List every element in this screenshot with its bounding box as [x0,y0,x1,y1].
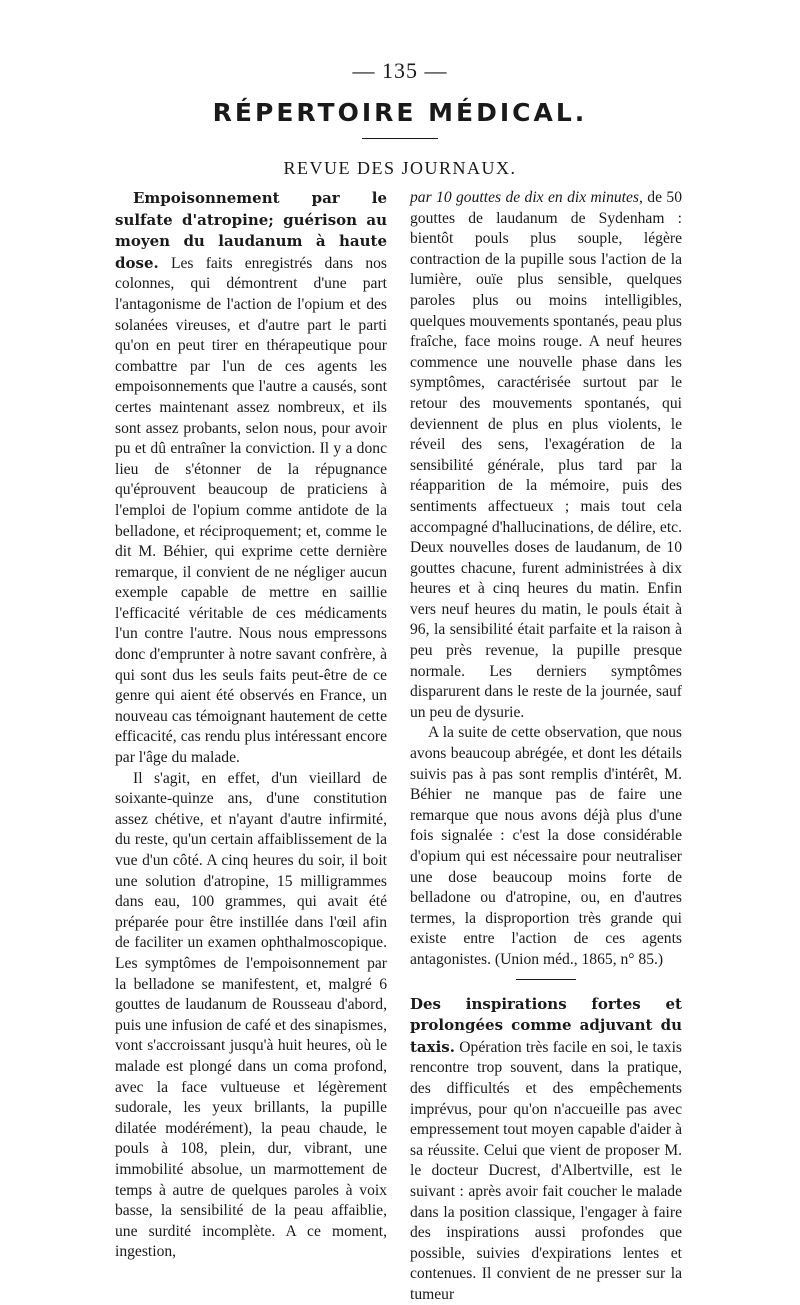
article1-para1-text: Les faits enregistrés dans nos colonnes, qui démontrent d'une part l'antagonisme de l'action de l'opium et des solanées vireuses, et d'autre part le parti qu'on en peut tirer en thérapeutique pour combattre par l'un de ces agents les empoisonnements que l'autre a causés, sont certes maintenant assez nombreux, et ils sont assez probants, selon nous, pour avoir pu et dû entraîner la conviction. Il y a donc lieu de s'étonner de la répugnance qu'éprouvent beaucoup de praticiens à l'emploi de l'opium comme antidote de la belladone, et réciproquement; et, comme le dit M. Béhier, qui exprime cette dernière remarque, il convient de ne négliger aucun exemple capable de mettre en saillie l'efficacité véritable de ces médicaments l'un contre l'autre. Nous nous empressons donc d'emprunter à notre savant confrère, à qui sont dus les seuls faits peut-être de ce genre qui aient été observés en France, un nouveau cas témoignant hautement de cette efficacité, cas rendu plus intéressant encore par l'âge du malade. [115,254,387,767]
article1-para3-italic: par 10 gouttes de dix en dix minutes, [410,189,643,206]
article2-paragraph-1 [410,994,682,1305]
article2-title: Des inspirations fortes et prolongées comme adjuvant du taxis. [410,994,682,1056]
article1-paragraph-3 [410,188,682,723]
article1-para3-text: de 50 gouttes de laudanum de Sydenham : bientôt pouls plus souple, légère contraction de la pupille sous l'action de la lumière, ouïe plus sensible, quelques paroles plus ou moins intelligibles, quelques mouvements spontanés, peau plus fraîche, face moins rouge. A neuf heures commence une nouvelle phase dans les symptômes, caractérisée surtout par le retour des mouvements spontanés, qui deviennent de plus en plus violents, le réveil des sens, l'exagération de la sensibilité générale, plus tard par la réapparition de la mémoire, puis des sentiments affectueux ; mais tout cela accompagné d'hallucinations, de délire, etc. Deux nouvelles doses de laudanum, de 10 gouttes chacune, furent administrées à dix heures et à cinq heures du matin. Enfin vers neuf heures du matin, le pouls était à 96, la sensibilité était parfaite et la raison à peu près revenue, la pupille presque normale. Les derniers symptômes disparurent dans le reste de la journée, sauf un peu de dysurie. [410,189,682,721]
article1-paragraph-2: Il s'agit, en effet, d'un vieillard de soixante-quinze ans, d'une constitution assez chétive, et n'ayant d'autre infirmité, du reste, qu'un certain affaiblissement de la vue d'un côté. A cinq heures du soir, il boit une solution d'atropine, 15 milligrammes dans eau, 100 grammes, qui avait été préparée pour être instillée dans l'œil afin de faciliter un examen ophthalmoscopique. Les symptômes de l'empoisonnement par la belladone se manifestent, et, malgré 6 gouttes de laudanum de Rousseau d'abord, puis une infusion de café et des sinapismes, vont s'accroissant jusqu'à huit heures, où le malade est plongé dans un coma profond, avec la face vultueuse et légèrement sudorale, les yeux brillants, la pupille dilatée modérément), la peau chaude, le pouls à 108, plein, dur, vibrant, une immobilité absolue, un marmottement de temps à autre de quelques paroles à voix basse, la sensibilité de la peau affaiblie, une surdité incomplète. A ce moment, ingestion, [115,769,387,1261]
article2-para1-text: Opération très facile en soi, le taxis rencontre trop souvent, dans la pratique, des difficultés et des empêchements imprévus, pour qu'on n'accueille pas avec empressement tout moyen capable d'aider à sa réussite. Celui que vient de proposer M. le docteur Ducrest, d'Albertville, est le suivant : après avoir fait coucher le malade dans la position classique, l'engager à faire des inspirations aussi profondes que possible, suivies d'expirations lentes et contenues. Il convient de ne presser sur la tumeur [410,1038,682,1303]
article1-para4-text: A la suite de cette observation, que nous avons beaucoup abrégée, et dont les détails suivis pas à pas sont remplis d'intérêt, M. Béhier ne manque pas de faire une remarque que nous avons déjà plus d'une fois signalée : c'est la dose considérable d'opium qui est nécessaire pour neutraliser une dose beaucoup moins forte de belladone ou d'atropine, ou, en d'autres termes, la disproportion très grande qui existe entre l'action de ces agents antagonistes. [410,724,682,968]
section-heading: RÉPERTOIRE MÉDICAL. [212,98,588,127]
article1-citation: (Union méd., 1865, n° 85.) [494,950,664,968]
article1-paragraph-1 [115,188,387,769]
article1-paragraph-4 [410,723,682,970]
section-subheading: REVUE DES JOURNAUX. [283,158,517,178]
right-column [410,188,682,1305]
left-column [115,188,387,1263]
heading-rule [362,138,438,139]
page-number: — 135 — [352,58,448,83]
article-separator [516,979,576,994]
article1-title: Empoisonnement par le sulfate d'atropine; guérison au moyen du laudanum à haute dose. [115,189,387,272]
